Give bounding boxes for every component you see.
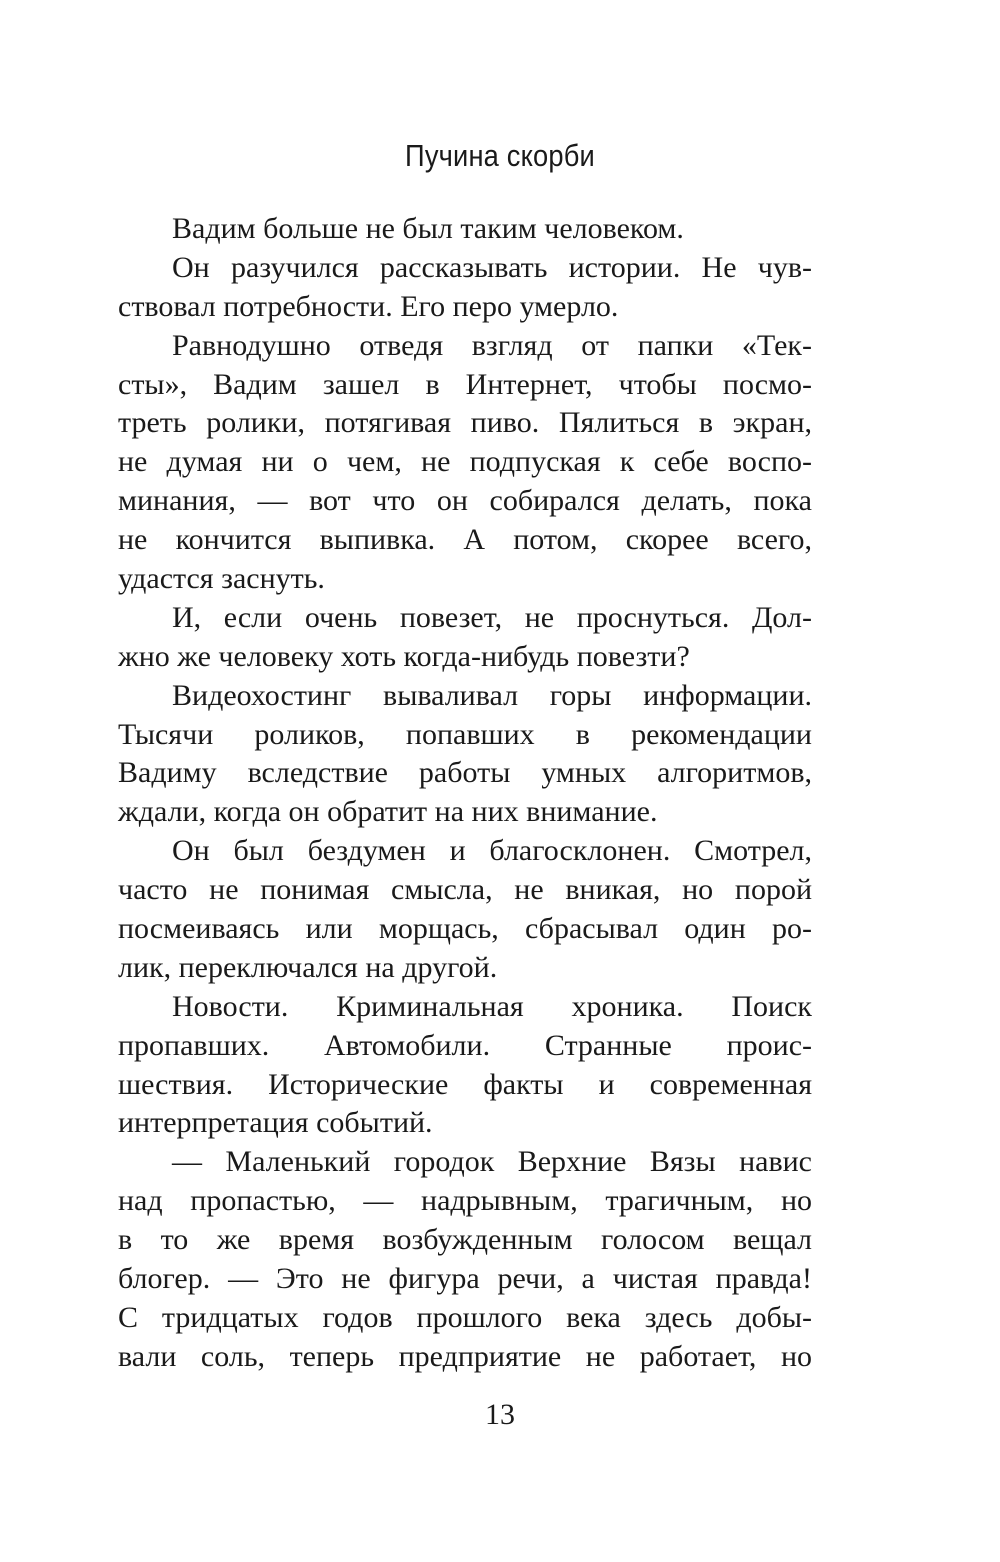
page-number: 13 [485,1398,515,1431]
text-line: не кончится выпивка. А потом, скорее всего, [118,523,812,557]
text-line: ствовал потребности. Его перо умерло. [118,289,619,323]
text-line: сты», Вадим зашел в Интернет, чтобы посмо- [118,367,812,401]
text-line: вали соль, теперь предприятие не работает, но [118,1339,812,1373]
text-line: блогер. — Это не фигура речи, а чистая правда! [118,1262,812,1296]
text-line: в то же время возбужденным голосом вещал [118,1223,812,1257]
text-line: ждали, когда он обратит на них внимание. [118,795,658,829]
text-line: не думая ни о чем, не подпуская к себе воспо- [118,445,812,479]
text-line: Вадим больше не был таким человеком. [172,212,684,245]
text-line: удастся заснуть. [118,562,325,596]
text-line: минания, — вот что он собирался делать, пока [118,484,812,518]
text-line: Он был бездумен и благосклонен. Смотрел, [172,834,812,868]
text-line: Тысячи роликов, попавших в рекомендации [118,717,812,751]
text-line: шествия. Исторические факты и современная [118,1067,812,1101]
text-line: Видеохостинг вываливал горы информации. [172,678,812,712]
text-line: Вадиму вследствие работы умных алгоритмов, [118,756,812,790]
paragraph [118,599,812,677]
text-line: часто не понимая смысла, не вникая, но порой [118,873,812,907]
paragraph [118,677,812,833]
paragraph [118,1143,812,1376]
text-line: Новости. Криминальная хроника. Поиск [172,989,812,1023]
text-line: посмеиваясь или морщась, сбрасывал один ро- [118,912,812,946]
text-line: — Маленький городок Верхние Вязы навис [172,1145,812,1179]
text-line: Он разучился рассказывать истории. Не чув- [172,250,812,284]
running-head: Пучина скорби [405,138,595,173]
text-line: интерпретация событий. [118,1106,433,1140]
text-line: пропавших. Автомобили. Странные проис- [118,1028,812,1062]
paragraph [118,832,812,988]
paragraph [118,327,812,599]
text-line: И, если очень повезет, не проснуться. Дол- [172,600,812,634]
paragraph [118,249,812,327]
text-line: треть ролики, потягивая пиво. Пялиться в экран, [118,406,812,440]
text-line: жно же человеку хоть когда-нибудь повезти? [118,639,690,673]
paragraph [118,210,812,249]
text-line: над пропастью, — надрывным, трагичным, но [118,1184,812,1218]
body-text [118,210,812,1377]
paragraph [118,988,812,1144]
text-line: лик, переключался на другой. [118,950,498,984]
text-line: С тридцатых годов прошлого века здесь добы- [118,1300,812,1334]
text-line: Равнодушно отведя взгляд от папки «Тек- [172,328,812,362]
